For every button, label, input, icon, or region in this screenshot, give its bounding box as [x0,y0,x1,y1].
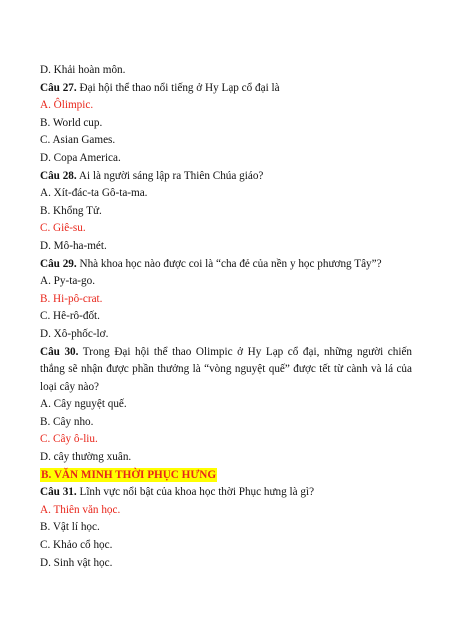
question-text: Trong Đại hội thể thao Olimpic ở Hy Lạp cổ đại, những người chiến thắng sẽ nhận được phần thưởng là “vòng nguyệt quế” được tết từ cành và lá của loại cây nào? [40,345,413,393]
option-q31-d: D. Sinh vật học. [40,556,113,569]
option-q29-c: C. Hê-rô-đốt. [40,310,100,323]
question-label: Câu 29. [40,257,77,270]
question-text: Ai là người sáng lập ra Thiên Chúa giáo? [76,169,264,182]
option-q29-a: A. Py-ta-go. [40,275,95,288]
section-heading: B. VĂN MINH THỜI PHỤC HƯNG [41,468,217,481]
option-q28-b: B. Khổng Tử. [40,204,102,217]
question-31 [40,484,412,502]
option-q28-c-correct: C. Giê-su. [40,222,86,235]
question-label: Câu 30. [40,345,79,358]
question-30 [40,344,412,397]
question-27 [40,80,412,98]
question-text: Nhà khoa học nào được coi là “cha đẻ của nền y học phương Tây”? [76,257,382,270]
option-q27-b: B. World cup. [40,116,103,129]
option-q27-a-correct: A. Ôlimpic. [40,99,94,112]
option-q26-d: D. Khải hoàn môn. [40,64,126,76]
question-text: Đại hội thể thao nổi tiếng ở Hy Lạp cổ đại là [76,81,280,94]
question-29 [40,256,412,274]
option-q30-b: B. Cây nho. [40,415,94,428]
option-q27-c: C. Asian Games. [40,134,116,147]
option-q28-d: D. Mô-ha-mét. [40,239,107,252]
question-label: Câu 31. [40,486,77,499]
option-q30-d: D. cây thường xuân. [40,451,132,464]
option-q31-b: B. Vật lí học. [40,521,100,534]
option-q29-d: D. Xô-phốc-lơ. [40,327,109,340]
question-28 [40,168,412,186]
option-q27-d: D. Copa America. [40,151,121,164]
option-q30-a: A. Cây nguyệt quế. [40,398,127,411]
question-label: Câu 28. [40,169,77,182]
option-q31-a-correct: A. Thiên văn học. [40,503,121,516]
question-label: Câu 27. [40,81,77,94]
option-q31-c: C. Khảo cổ học. [40,539,113,552]
document-page [40,62,412,572]
option-q29-b-correct: B. Hi-pô-crat. [40,292,103,305]
option-q30-c-correct: C. Cây ô-liu. [40,433,98,446]
question-text: Lĩnh vực nổi bật của khoa học thời Phục hưng là gì? [76,486,315,499]
option-q28-a: A. Xít-đác-ta Gô-ta-ma. [40,187,148,200]
section-heading-row [40,467,412,485]
